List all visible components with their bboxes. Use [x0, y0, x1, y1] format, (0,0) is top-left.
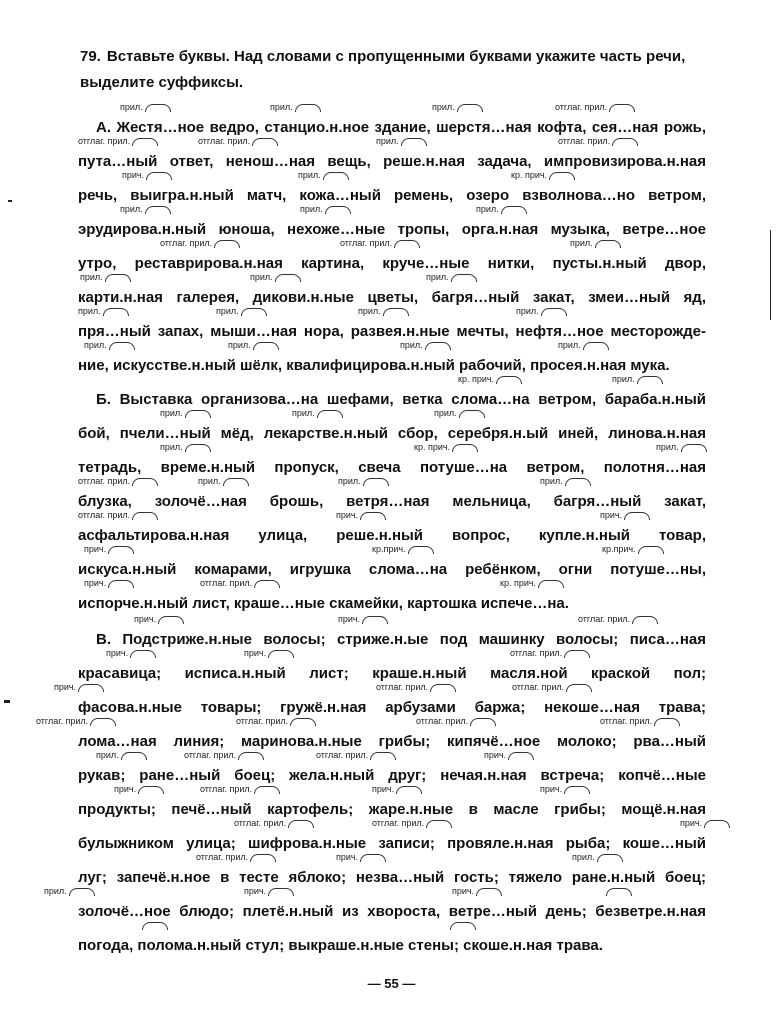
- part-of-speech-label-text: отглаг. прил.: [200, 784, 253, 794]
- part-of-speech-label: [484, 750, 534, 760]
- suffix-arc-icon: [565, 478, 591, 486]
- suffix-arc-icon: [583, 342, 609, 350]
- part-of-speech-label: [114, 784, 164, 794]
- suffix-arc-icon: [451, 274, 477, 282]
- part-of-speech-label-text: прил.: [300, 204, 323, 214]
- part-of-speech-label: [196, 852, 276, 862]
- part-of-speech-label-text: прил.: [120, 204, 143, 214]
- part-of-speech-label-text: прил.: [338, 476, 361, 486]
- suffix-arc-icon: [541, 308, 567, 316]
- text-line: красавица; исписа.н.ный лист; краше.н.ный масля.ной краской пол;: [78, 665, 706, 682]
- part-of-speech-label: [511, 170, 575, 180]
- text-line: Б. Выставка организова…на шефами, ветка слома…на ветром, бараба.н.ный: [96, 391, 706, 408]
- part-of-speech-label-text: кр.прич.: [372, 544, 406, 554]
- part-of-speech-label: [140, 920, 168, 930]
- part-of-speech-label: [300, 204, 351, 214]
- suffix-arc-icon: [132, 478, 158, 486]
- part-of-speech-label-text: прил.: [570, 238, 593, 248]
- suffix-arc-icon: [595, 240, 621, 248]
- suffix-arc-icon: [564, 786, 590, 794]
- suffix-arc-icon: [103, 308, 129, 316]
- text-line: испорче.н.ный лист, краше…ные скамейки, картошка испече…на.: [78, 595, 569, 612]
- part-of-speech-label-text: прил.: [426, 272, 449, 282]
- suffix-arc-icon: [566, 684, 592, 692]
- part-of-speech-label: [612, 374, 663, 384]
- part-of-speech-label: [78, 476, 158, 486]
- part-of-speech-label-text: прил.: [298, 170, 321, 180]
- part-of-speech-label-text: прил.: [516, 306, 539, 316]
- part-of-speech-label-text: кр. прич.: [414, 442, 451, 452]
- text-line: продукты; печё…ный картофель; жаре.н.ные в масле грибы; мощё.н.ная: [78, 801, 706, 818]
- suffix-arc-icon: [370, 752, 396, 760]
- suffix-arc-icon: [78, 684, 104, 692]
- suffix-arc-icon: [214, 240, 240, 248]
- part-of-speech-label: [122, 170, 172, 180]
- part-of-speech-label: [316, 750, 396, 760]
- part-of-speech-label-text: прил.: [216, 306, 239, 316]
- text-line: фасова.н.ные товары; гружё.н.ная арбузами баржа; некоше…ная трава;: [78, 699, 706, 716]
- page-number: — 55 —: [367, 976, 416, 991]
- suffix-arc-icon: [268, 888, 294, 896]
- suffix-arc-icon: [325, 206, 351, 214]
- part-of-speech-label: [234, 818, 314, 828]
- text-line: эрудирова.н.ный юноша, нехоже…ные тропы, орга.н.ная музыка, ветре…ное: [78, 221, 706, 238]
- part-of-speech-label: [400, 340, 451, 350]
- part-of-speech-label-text: прил.: [96, 750, 119, 760]
- part-of-speech-label-text: отглаг. прил.: [78, 476, 131, 486]
- part-of-speech-label: [452, 886, 502, 896]
- part-of-speech-label: [160, 238, 240, 248]
- part-of-speech-label: [36, 716, 116, 726]
- part-of-speech-label-text: отглаг. прил.: [160, 238, 213, 248]
- suffix-arc-icon: [654, 718, 680, 726]
- suffix-arc-icon: [323, 172, 349, 180]
- suffix-arc-icon: [396, 786, 422, 794]
- part-of-speech-label: [512, 682, 592, 692]
- text-line: бой, пчели…ный мёд, лекарстве.н.ный сбор, серебря.н.ый иней, линова.н.ная: [78, 425, 706, 442]
- suffix-arc-icon: [158, 616, 184, 624]
- suffix-arc-icon: [362, 616, 388, 624]
- suffix-arc-icon: [121, 752, 147, 760]
- part-of-speech-label-text: отглаг. прил.: [78, 510, 131, 520]
- part-of-speech-label: [570, 238, 621, 248]
- suffix-arc-icon: [69, 888, 95, 896]
- text-line: речь, выигра.н.ный матч, кожа…ный ремень, озеро взволнова…но ветром,: [78, 187, 706, 204]
- suffix-arc-icon: [105, 274, 131, 282]
- text-line: пута…ный ответ, ненош…ная вещь, реше.н.ная задача, импровизирова.н.ная: [78, 153, 706, 170]
- part-of-speech-label-text: прич.: [600, 510, 623, 520]
- suffix-arc-icon: [408, 546, 434, 554]
- suffix-arc-icon: [132, 138, 158, 146]
- part-of-speech-label-text: отглаг. прил.: [578, 614, 631, 624]
- part-of-speech-label: [555, 102, 635, 112]
- suffix-arc-icon: [476, 888, 502, 896]
- scan-mark: [4, 700, 10, 703]
- exercise-instruction: Вставьте буквы. Над словами с пропущенными буквами укажите часть речи, выделите суффиксы.: [80, 48, 686, 91]
- part-of-speech-label-text: прил.: [120, 102, 143, 112]
- suffix-arc-icon: [638, 546, 664, 554]
- part-of-speech-label-text: прич.: [84, 544, 107, 554]
- suffix-arc-icon: [250, 854, 276, 862]
- suffix-arc-icon: [290, 718, 316, 726]
- scan-mark: [770, 230, 771, 320]
- suffix-arc-icon: [496, 376, 522, 384]
- part-of-speech-label: [432, 102, 483, 112]
- part-of-speech-label: [358, 306, 409, 316]
- part-of-speech-label: [244, 886, 294, 896]
- suffix-arc-icon: [459, 410, 485, 418]
- part-of-speech-label-text: отглаг. прил.: [416, 716, 469, 726]
- part-of-speech-label: [458, 374, 522, 384]
- text-line: ние, искусстве.н.ный шёлк, квалифицирова.н.ный рабочий, просея.н.ная мука.: [78, 357, 670, 374]
- part-of-speech-label-text: прич.: [244, 886, 267, 896]
- suffix-arc-icon: [132, 512, 158, 520]
- part-of-speech-label: [228, 340, 279, 350]
- part-of-speech-label-text: отглаг. прил.: [236, 716, 289, 726]
- scan-mark: [8, 200, 12, 202]
- exercise-heading: [80, 44, 720, 96]
- part-of-speech-label: [376, 136, 427, 146]
- suffix-arc-icon: [425, 342, 451, 350]
- part-of-speech-label: [558, 136, 638, 146]
- part-of-speech-label-text: отглаг. прил.: [512, 682, 565, 692]
- part-of-speech-label: [216, 306, 267, 316]
- suffix-arc-icon: [609, 104, 635, 112]
- suffix-arc-icon: [363, 478, 389, 486]
- part-of-speech-label: [250, 272, 301, 282]
- part-of-speech-label: [426, 272, 477, 282]
- part-of-speech-label-text: отглаг. прил.: [234, 818, 287, 828]
- suffix-arc-icon: [360, 512, 386, 520]
- part-of-speech-label: [578, 614, 658, 624]
- suffix-arc-icon: [108, 580, 134, 588]
- suffix-arc-icon: [254, 786, 280, 794]
- suffix-arc-icon: [288, 820, 314, 828]
- text-line: А. Жестя…ное ведро, станцио.н.ное здание, шерстя…ная кофта, сея…ная рожь,: [96, 119, 706, 136]
- part-of-speech-label-text: отглаг. прил.: [372, 818, 425, 828]
- part-of-speech-label-text: прич.: [452, 886, 475, 896]
- part-of-speech-label: [84, 340, 135, 350]
- part-of-speech-label: [340, 238, 420, 248]
- part-of-speech-label-text: прил.: [476, 204, 499, 214]
- suffix-arc-icon: [185, 444, 211, 452]
- part-of-speech-label: [600, 716, 680, 726]
- part-of-speech-label: [558, 340, 609, 350]
- suffix-arc-icon: [457, 104, 483, 112]
- text-line: карти.н.ная галерея, дикови.н.ные цветы, багря…ный закат, змеи…ный яд,: [78, 289, 706, 306]
- part-of-speech-label-text: прич.: [244, 648, 267, 658]
- suffix-arc-icon: [317, 410, 343, 418]
- suffix-arc-icon: [185, 410, 211, 418]
- text-line: тетрадь, време.н.ный пропуск, свеча потуше…на ветром, полотня…ная: [78, 459, 706, 476]
- part-of-speech-label-text: прич.: [540, 784, 563, 794]
- suffix-arc-icon: [508, 752, 534, 760]
- suffix-arc-icon: [383, 308, 409, 316]
- part-of-speech-label-text: прил.: [80, 272, 103, 282]
- part-of-speech-label: [200, 578, 280, 588]
- suffix-arc-icon: [90, 718, 116, 726]
- part-of-speech-label: [572, 852, 623, 862]
- suffix-arc-icon: [275, 274, 301, 282]
- suffix-arc-icon: [612, 138, 638, 146]
- suffix-arc-icon: [108, 546, 134, 554]
- part-of-speech-label: [120, 204, 171, 214]
- suffix-arc-icon: [452, 444, 478, 452]
- part-of-speech-label-text: прич.: [134, 614, 157, 624]
- part-of-speech-label-text: отглаг. прил.: [376, 682, 429, 692]
- text-line: блузка, золочё…ная брошь, ветря…ная мельница, багря…ный закат,: [78, 493, 706, 510]
- part-of-speech-label: [236, 716, 316, 726]
- part-of-speech-label-text: прич.: [122, 170, 145, 180]
- part-of-speech-label: [84, 578, 134, 588]
- suffix-arc-icon: [145, 206, 171, 214]
- part-of-speech-label-text: прич.: [336, 510, 359, 520]
- part-of-speech-label: [540, 476, 591, 486]
- suffix-arc-icon: [564, 650, 590, 658]
- suffix-arc-icon: [142, 922, 168, 930]
- part-of-speech-label: [160, 442, 211, 452]
- part-of-speech-label: [200, 784, 280, 794]
- suffix-arc-icon: [360, 854, 386, 862]
- part-of-speech-label-text: прил.: [198, 476, 221, 486]
- part-of-speech-label-text: отглаг. прил.: [196, 852, 249, 862]
- part-of-speech-label-text: прич.: [106, 648, 129, 658]
- part-of-speech-label-text: прич.: [114, 784, 137, 794]
- text-line: погода, полома.н.ный стул; выкраше.н.ные стены; скоше.н.ная трава.: [78, 937, 603, 954]
- part-of-speech-label: [106, 648, 156, 658]
- part-of-speech-label-text: отглаг. прил.: [184, 750, 237, 760]
- part-of-speech-label-text: прил.: [376, 136, 399, 146]
- suffix-arc-icon: [253, 342, 279, 350]
- suffix-arc-icon: [241, 308, 267, 316]
- part-of-speech-label-text: прил.: [434, 408, 457, 418]
- part-of-speech-label-text: отглаг. прил.: [316, 750, 369, 760]
- part-of-speech-label: [510, 648, 590, 658]
- part-of-speech-label: [476, 204, 527, 214]
- part-of-speech-label: [78, 510, 158, 520]
- part-of-speech-label-text: прил.: [250, 272, 273, 282]
- part-of-speech-label: [44, 886, 95, 896]
- part-of-speech-label-text: отглаг. прил.: [558, 136, 611, 146]
- part-of-speech-label-text: прил.: [432, 102, 455, 112]
- part-of-speech-label-text: прил.: [270, 102, 293, 112]
- suffix-arc-icon: [268, 650, 294, 658]
- part-of-speech-label-text: прил.: [656, 442, 679, 452]
- part-of-speech-label-text: кр. прич.: [500, 578, 537, 588]
- suffix-arc-icon: [704, 820, 730, 828]
- suffix-arc-icon: [223, 478, 249, 486]
- text-line: рукав; ране…ный боец; жела.н.ный друг; нечая.н.ная встреча; копчё…ные: [78, 767, 706, 784]
- part-of-speech-label: [160, 408, 211, 418]
- part-of-speech-label-text: отглаг. прил.: [340, 238, 393, 248]
- part-of-speech-label: [372, 544, 434, 554]
- part-of-speech-label: [516, 306, 567, 316]
- text-line: золочё…ное блюдо; плетё.н.ный из хвороста, ветре…ный день; безветре.н.ная: [78, 903, 706, 920]
- part-of-speech-label-text: прил.: [358, 306, 381, 316]
- part-of-speech-label-text: кр. прич.: [511, 170, 548, 180]
- suffix-arc-icon: [401, 138, 427, 146]
- suffix-arc-icon: [252, 138, 278, 146]
- part-of-speech-label: [198, 136, 278, 146]
- part-of-speech-label-text: прич.: [336, 852, 359, 862]
- part-of-speech-label-text: прил.: [160, 408, 183, 418]
- part-of-speech-label: [336, 852, 386, 862]
- part-of-speech-label: [84, 544, 134, 554]
- part-of-speech-label-text: отглаг. прил.: [555, 102, 608, 112]
- suffix-arc-icon: [538, 580, 564, 588]
- suffix-arc-icon: [394, 240, 420, 248]
- part-of-speech-label-text: прил.: [612, 374, 635, 384]
- part-of-speech-label: [78, 136, 158, 146]
- suffix-arc-icon: [109, 342, 135, 350]
- part-of-speech-label: [270, 102, 321, 112]
- part-of-speech-label-text: прил.: [84, 340, 107, 350]
- part-of-speech-label-text: прил.: [400, 340, 423, 350]
- part-of-speech-label: [134, 614, 184, 624]
- part-of-speech-label: [292, 408, 343, 418]
- exercise-number: 79.: [80, 48, 101, 65]
- part-of-speech-label-text: отглаг. прил.: [600, 716, 653, 726]
- text-line: пря…ный запах, мыши…ная нора, развея.н.ные мечты, нефтя…ное месторожде-: [78, 323, 706, 340]
- part-of-speech-label-text: прич.: [484, 750, 507, 760]
- part-of-speech-label-text: прил.: [44, 886, 67, 896]
- part-of-speech-label-text: прич.: [372, 784, 395, 794]
- suffix-arc-icon: [295, 104, 321, 112]
- part-of-speech-label: [416, 716, 496, 726]
- part-of-speech-label: [184, 750, 264, 760]
- suffix-arc-icon: [450, 922, 476, 930]
- part-of-speech-label-text: отглаг. прил.: [200, 578, 253, 588]
- text-line: луг; запечё.н.ное в тесте яблоко; незва…ный гость; тяжело ране.н.ный боец;: [78, 869, 706, 886]
- suffix-arc-icon: [145, 104, 171, 112]
- part-of-speech-label: [448, 920, 476, 930]
- part-of-speech-label-text: прил.: [78, 306, 101, 316]
- part-of-speech-label: [298, 170, 349, 180]
- part-of-speech-label: [54, 682, 104, 692]
- part-of-speech-label-text: прил.: [558, 340, 581, 350]
- part-of-speech-label: [680, 818, 730, 828]
- part-of-speech-label: [338, 476, 389, 486]
- part-of-speech-label-text: кр.прич.: [602, 544, 636, 554]
- suffix-arc-icon: [597, 854, 623, 862]
- text-line: булыжником улица; шифрова.н.ные записи; провяле.н.ная рыба; коше…ный: [78, 835, 706, 852]
- part-of-speech-label-text: отглаг. прил.: [78, 136, 131, 146]
- part-of-speech-label: [500, 578, 564, 588]
- suffix-arc-icon: [130, 650, 156, 658]
- suffix-arc-icon: [470, 718, 496, 726]
- text-line: искуса.н.ный комарами, игрушка слома…на ребёнком, огни потуше…ны,: [78, 561, 706, 578]
- suffix-arc-icon: [681, 444, 707, 452]
- part-of-speech-label: [372, 784, 422, 794]
- part-of-speech-label-text: прич.: [338, 614, 361, 624]
- text-line: асфальтирова.н.ная улица, реше.н.ный вопрос, купле.н.ный товар,: [78, 527, 706, 544]
- text-line: В. Подстриже.н.ные волосы; стриже.н.ые под машинку волосы; писа…ная: [96, 631, 706, 648]
- part-of-speech-label-text: прил.: [292, 408, 315, 418]
- suffix-arc-icon: [606, 888, 632, 896]
- part-of-speech-label: [434, 408, 485, 418]
- part-of-speech-label-text: прил.: [572, 852, 595, 862]
- suffix-arc-icon: [426, 820, 452, 828]
- part-of-speech-label: [540, 784, 590, 794]
- suffix-arc-icon: [238, 752, 264, 760]
- part-of-speech-label-text: отглаг. прил.: [510, 648, 563, 658]
- part-of-speech-label: [600, 510, 650, 520]
- text-line: утро, реставрирова.н.ная картина, круче…ные нитки, пусты.н.ный двор,: [78, 255, 706, 272]
- suffix-arc-icon: [430, 684, 456, 692]
- part-of-speech-label: [604, 886, 632, 896]
- part-of-speech-label-text: прил.: [160, 442, 183, 452]
- suffix-arc-icon: [632, 616, 658, 624]
- part-of-speech-label: [376, 682, 456, 692]
- part-of-speech-label-text: прич.: [54, 682, 77, 692]
- part-of-speech-label-text: кр. прич.: [458, 374, 495, 384]
- suffix-arc-icon: [501, 206, 527, 214]
- part-of-speech-label-text: прил.: [228, 340, 251, 350]
- suffix-arc-icon: [138, 786, 164, 794]
- part-of-speech-label: [336, 510, 386, 520]
- suffix-arc-icon: [254, 580, 280, 588]
- part-of-speech-label: [414, 442, 478, 452]
- part-of-speech-label: [656, 442, 707, 452]
- suffix-arc-icon: [146, 172, 172, 180]
- part-of-speech-label: [198, 476, 249, 486]
- suffix-arc-icon: [624, 512, 650, 520]
- part-of-speech-label-text: отглаг. прил.: [198, 136, 251, 146]
- part-of-speech-label: [244, 648, 294, 658]
- part-of-speech-label: [78, 306, 129, 316]
- part-of-speech-label: [338, 614, 388, 624]
- part-of-speech-label: [80, 272, 131, 282]
- part-of-speech-label-text: прич.: [680, 818, 703, 828]
- text-line: лома…ная линия; маринова.н.ные грибы; кипячё…ное молоко; рва…ный: [78, 733, 706, 750]
- part-of-speech-label: [372, 818, 452, 828]
- part-of-speech-label: [602, 544, 664, 554]
- part-of-speech-label: [96, 750, 147, 760]
- suffix-arc-icon: [549, 172, 575, 180]
- part-of-speech-label-text: прич.: [84, 578, 107, 588]
- part-of-speech-label: [120, 102, 171, 112]
- part-of-speech-label-text: отглаг. прил.: [36, 716, 89, 726]
- suffix-arc-icon: [637, 376, 663, 384]
- part-of-speech-label-text: прил.: [540, 476, 563, 486]
